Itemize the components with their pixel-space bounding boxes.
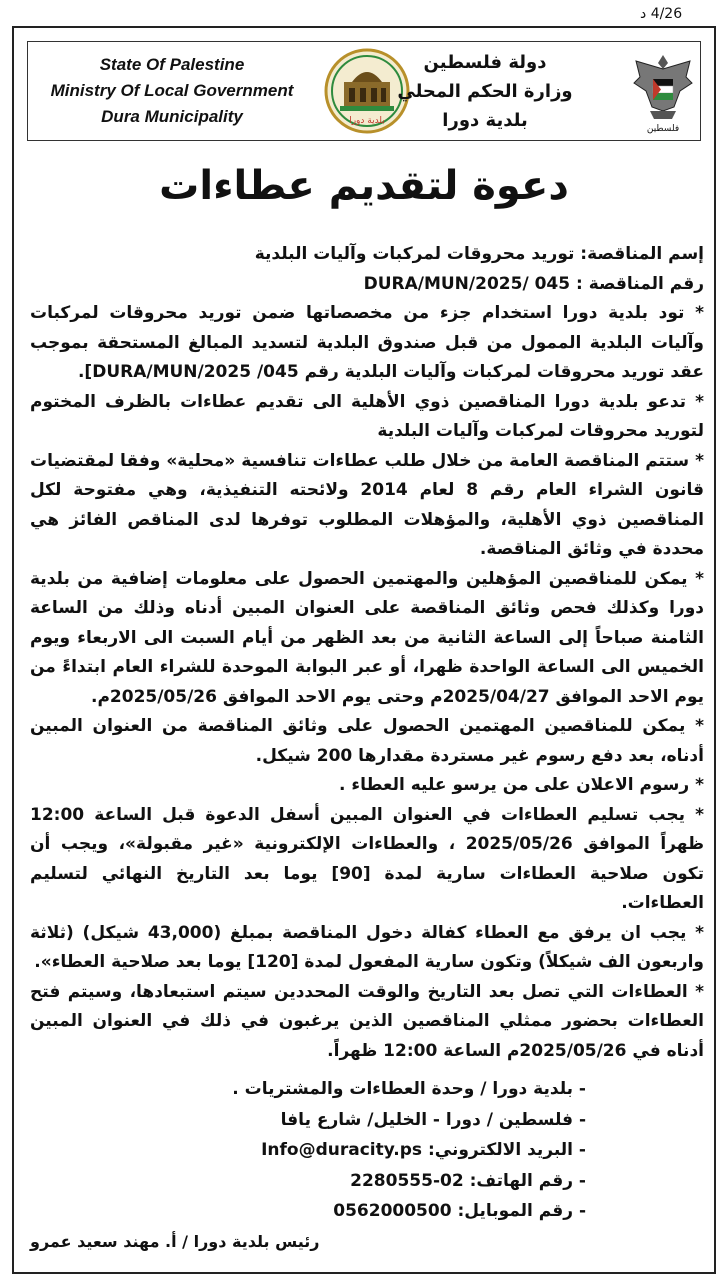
paragraph-3: * ستتم المناقصة العامة من خلال طلب عطاءات تنافسية «محلية» وفقا لمقتضيات قانون الشراء العام رقم 8 لعام 2014 ولائحته التنفيذية، وهي مفتوحة لكل المناقصين ذوي الأهلية، والمؤهلات المطلوب توفرها لدى المناقص الفائز هي محددة في وثائق المناقصة. <box>30 450 704 559</box>
english-state: State Of Palestine <box>99 55 245 74</box>
tender-name: إسم المناقصة: توريد محروقات لمركبات وآليات البلدية <box>254 244 704 264</box>
paragraph-1: * تود بلدية دورا استخدام جزء من مخصصاتها ضمن توريد محروقات لمركبات وآليات البلدية الممول من قبل صندوق البلدية لتسديد المبالغ المستحقة بموجب عقد توريد محروقات لمركبات وآليات البلدية رقم DURA/MUN/2025 /045]. <box>30 303 704 382</box>
paragraph-9: * العطاءات التي تصل بعد التاريخ والوقت المحددين سيتم استبعادها، وسيتم فتح العطاءات بحضور ممثلي المناقصين الذين يرغبون في ذلك في العنوان المبين أدناه في 2025/05/26م الساعة 12:00 ظهراً. <box>30 981 704 1061</box>
contact-mobile: - رقم الموبايل: 0562000500 <box>333 1201 586 1221</box>
paragraph-6: * رسوم الاعلان على من يرسو عليه العطاء . <box>339 775 704 795</box>
paragraph-8: * يجب ان يرفق مع العطاء كفالة دخول المناقصة بمبلغ (43,000 شيكل) (ثلاثة واربعون الف شيكلاً) وتكون سارية المفعول لمدة [120] يوما بعد صلاحية العطاء». <box>30 922 705 972</box>
arabic-state: دولة فلسطين <box>423 52 547 73</box>
announcement-body <box>30 240 704 1227</box>
contact-email[interactable]: - البريد الالكتروني: Info@duracity.ps <box>261 1140 586 1160</box>
paragraph-2: * تدعو بلدية دورا المناقصين ذوي الأهلية الى تقديم عطاءات بالظرف المختوم لتوريد محروقات لمركبات وآليات البلدية <box>30 391 704 441</box>
tender-number-label: رقم المناقصة : <box>575 273 704 294</box>
contact-address: - فلسطين / دورا - الخليل/ شارع يافا <box>280 1109 586 1130</box>
signature: رئيس بلدية دورا / أ. مهند سعيد عمرو <box>30 1232 320 1251</box>
paragraph-4: * يمكن للمناقصين المؤهلين والمهتمين الحصول على معلومات إضافية من بلدية دورا وكذلك فحص وثائق المناقصة على العنوان المبين أدناه وذلك من الساعة الثامنة صباحاً إلى الساعة الثانية من بعد الظهر من أيام السبت الى الاربعاء ويوم الخميس الى الساعة الواحدة ظهرا، أو عبر البوابة الموحدة للشراء العام ابتداءً من يوم الاحد الموافق 2025/04/27م وحتى يوم الاحد الموافق 2025/05/26م. <box>30 568 704 707</box>
contact-unit: - بلدية دورا / وحدة العطاءات والمشتريات . <box>232 1079 586 1099</box>
tender-number-line <box>30 270 704 300</box>
english-header <box>32 52 312 130</box>
contact-list <box>30 1074 704 1227</box>
eagle-text: فلسطين <box>646 124 680 134</box>
emblem-text: بلدية دورا <box>349 116 385 126</box>
page-title: دعوة لتقديم عطاءات <box>159 163 569 209</box>
arabic-ministry: وزارة الحكم المحلي <box>397 81 573 102</box>
paragraph-5: * يمكن للمناقصين المهتمين الحصول على وثائق المناقصة من العنوان المبين أدناه، بعد دفع رسوم غير مستردة مقدارها 200 شيكل. <box>30 716 704 766</box>
letterhead <box>27 41 701 141</box>
arabic-header <box>380 48 590 135</box>
tender-number: DURA/MUN/2025/ 045 <box>363 273 571 294</box>
page-reference: 4/26 د <box>640 6 683 22</box>
arabic-municipality: بلدية دورا <box>442 110 528 131</box>
english-ministry: Ministry Of Local Government <box>50 81 294 100</box>
palestine-eagle-icon <box>632 47 694 137</box>
paragraph-7: * يجب تسليم العطاءات في العنوان المبين أسفل الدعوة قبل الساعة 12:00 ظهراً الموافق 2025/05/26 ، والعطاءات الإلكترونية «غير مقبولة»، ويجب أن تكون صلاحية العطاءات سارية لمدة [90] يوما بعد التاريخ النهائي لتسليم العطاءات. <box>30 804 704 913</box>
english-municipality: Dura Municipality <box>101 107 243 126</box>
contact-phone: - رقم الهاتف: 02-2280555 <box>350 1170 586 1191</box>
